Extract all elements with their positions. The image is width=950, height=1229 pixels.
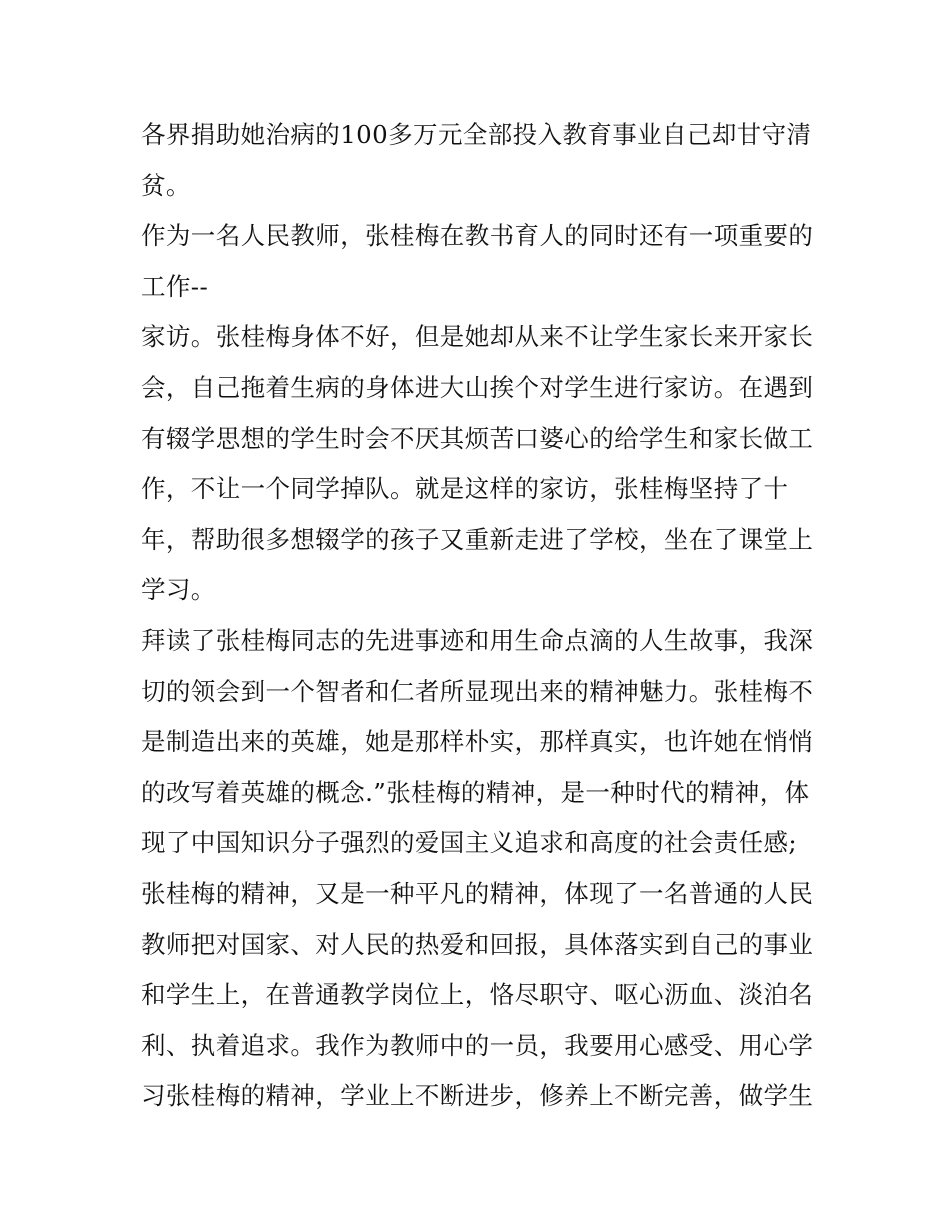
text-line: 作，不让一个同学掉队。就是这样的家访，张桂梅坚持了十 [141, 474, 789, 504]
text-line: 教师把对国家、对人民的热爱和回报，具体落实到自己的事业 [141, 929, 814, 959]
text-line: 各界捐助她治病的100多万元全部投入教育事业自己却甘守清 [141, 120, 812, 149]
text-line: 现了中国知识分子强烈的爱国主义追求和高度的社会责任感; [141, 828, 798, 858]
body-text [141, 110, 821, 1122]
text-line: 作为一名人民教师，张桂梅在教书育人的同时还有一项重要的 [141, 221, 814, 251]
text-line: 习张桂梅的精神，学业上不断进步，修养上不断完善，做学生 [141, 1081, 814, 1111]
text-line: 是制造出来的英雄，她是那样朴实，那样真实，也许她在悄悄 [141, 727, 814, 757]
text-line: 年，帮助很多想辍学的孩子又重新走进了学校，坐在了课堂上 [141, 524, 814, 554]
text-line: 切的领会到一个智者和仁者所显现出来的精神魅力。张桂梅不 [141, 676, 814, 706]
text-line: 会，自己拖着生病的身体进大山挨个对学生进行家访。在遇到 [141, 372, 814, 402]
text-line: 利、执着追求。我作为教师中的一员，我要用心感受、用心学 [141, 1030, 814, 1060]
text-line: 张桂梅的精神，又是一种平凡的精神，体现了一名普通的人民 [141, 878, 814, 908]
text-line: 拜读了张桂梅同志的先进事迹和用生命点滴的人生故事，我深 [141, 625, 814, 655]
text-line: 工作-- [141, 271, 209, 301]
text-line: 的改写着英雄的概念.”张桂梅的精神，是一种时代的精神，体 [141, 777, 810, 807]
text-line: 学习。 [141, 575, 216, 605]
text-line: 有辍学思想的学生时会不厌其烦苦口婆心的给学生和家长做工 [141, 423, 814, 453]
text-line: 和学生上，在普通教学岗位上，恪尽职守、呕心沥血、淡泊名 [141, 980, 814, 1010]
text-line: 贫。 [141, 170, 191, 200]
text-line: 家访。张桂梅身体不好，但是她却从来不让学生家长来开家长 [141, 322, 814, 352]
